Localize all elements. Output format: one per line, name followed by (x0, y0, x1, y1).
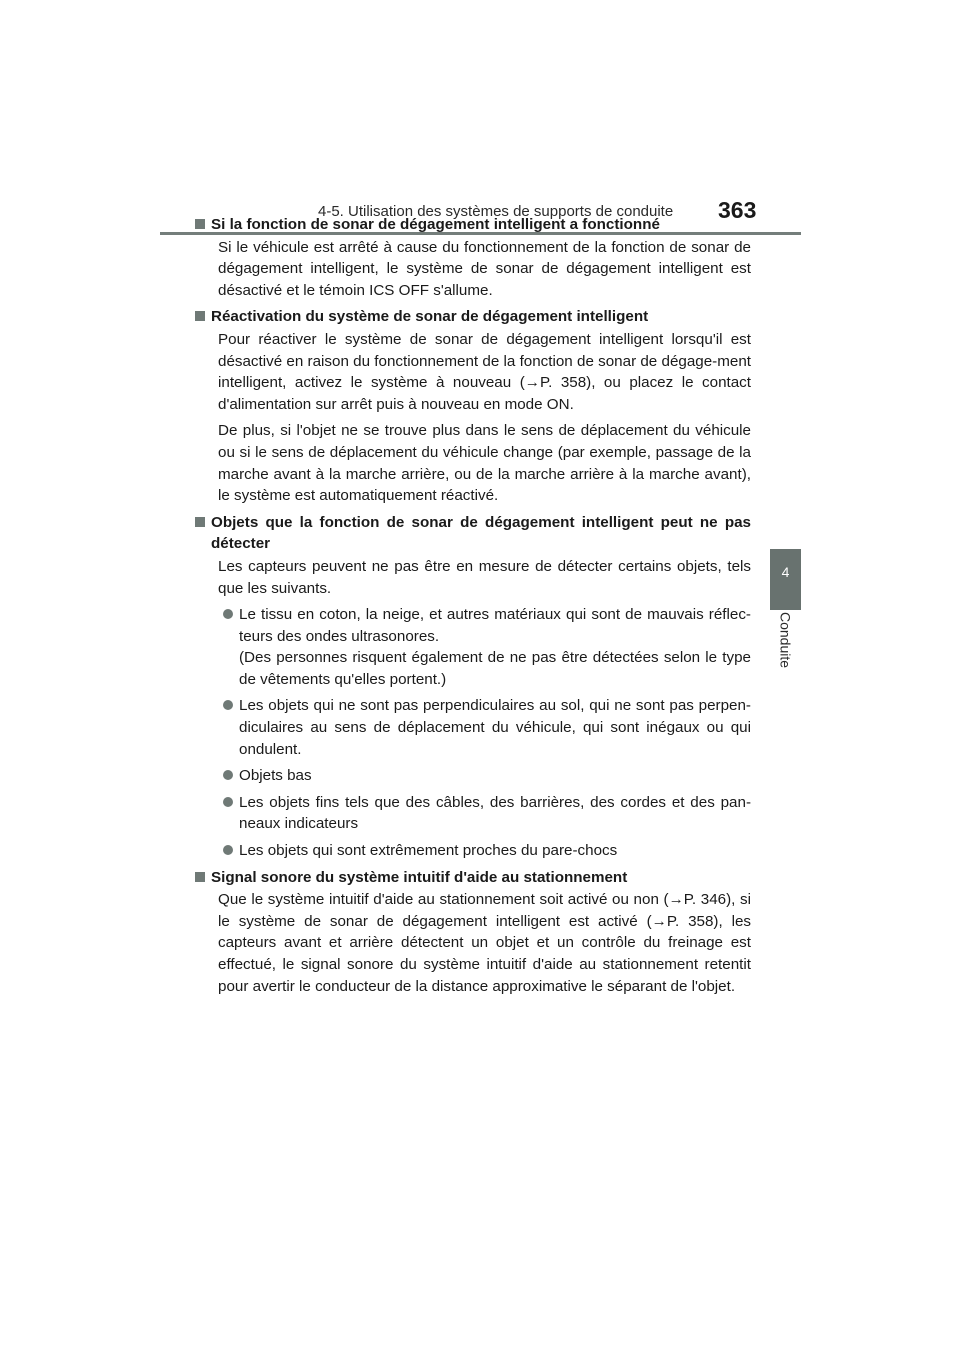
list-item-text: Objets bas (239, 767, 312, 785)
square-bullet-icon (195, 311, 205, 321)
round-bullet-icon (223, 700, 233, 710)
list-item (239, 840, 751, 862)
section-sonar-activated (211, 214, 751, 301)
list-item (239, 695, 751, 760)
list-item-text: Le tissu en coton, la neige, et autres matériaux qui sont de mauvais réflec-teurs des ondes ultrasonores. (239, 606, 751, 645)
page-content (211, 214, 751, 1002)
section-heading-text: Signal sonore du système intuitif d'aide au stationnement (211, 868, 628, 886)
list-item-text: Les objets qui sont extrêmement proches du pare-chocs (239, 842, 618, 860)
list-item (239, 792, 751, 835)
section-heading-text: Objets que la fonction de sonar de dégagement intelligent peut ne pas détecter (211, 513, 751, 553)
list-item (239, 765, 751, 787)
paragraph: Si le véhicule est arrêté à cause du fonctionnement de la fonction de sonar de dégagement intelligent, le système de sonar de dégagement intelligent est désactivé et le témoin ICS OFF s'allume. (218, 238, 751, 299)
square-bullet-icon (195, 219, 205, 229)
list-item (239, 604, 751, 690)
paragraph: De plus, si l'objet ne se trouve plus dans le sens de déplacement du véhicule ou si le sens de déplacement du véhicule change (par exemple, passage de la marche avant à la marche arrière, ou de la marche arrière à la marche avant), le système est automatiquement réactivé. (218, 422, 751, 505)
chapter-label: Conduite (777, 612, 794, 669)
chapter-tab: 4 (770, 549, 801, 610)
square-bullet-icon (195, 872, 205, 882)
paragraph: Les capteurs peuvent ne pas être en mesure de détecter certains objets, tels que les suivants. (218, 557, 751, 597)
round-bullet-icon (223, 609, 233, 619)
section-heading-text: Réactivation du système de sonar de dégagement intelligent (211, 308, 649, 326)
section-reactivation (211, 306, 751, 506)
section-heading-text: Si la fonction de sonar de dégagement intelligent a fonctionné (211, 216, 660, 233)
section-undetected-objects (211, 512, 751, 862)
list-item-text: Les objets qui ne sont pas perpendiculaires au sol, qui ne sont pas perpen-diculaires au sens de déplacement du véhicule, qui sont inégaux ou qui ondulent. (239, 697, 751, 758)
section-heading (211, 867, 751, 889)
page-number: 363 (718, 197, 757, 223)
paragraph: Que le système intuitif d'aide au stationnement soit activé ou non (→P. 346), si le système de sonar de dégagement intelligent est activé (→P. 358), les capteurs avant et arrière détectent un objet et un contrôle du freinage est effectué, le signal sonore du système intuitif d'aide au stationnement retentit pour avertir le conducteur de la distance approximative le séparant de l'objet. (218, 891, 751, 995)
section-title: 4-5. Utilisation des systèmes de supports de conduite (318, 203, 674, 220)
paragraph: Pour réactiver le système de sonar de dégagement intelligent lorsqu'il est désactivé en raison du fonctionnement de la fonction de sonar de dégage-ment intelligent, activez le système à nouveau (→P. 358), ou placez le contact d'alimentation sur arrêt puis à nouveau en mode ON. (218, 330, 751, 413)
round-bullet-icon (223, 770, 233, 780)
section-heading (211, 512, 751, 555)
section-parking-beep (211, 867, 751, 998)
section-heading (211, 214, 751, 236)
round-bullet-icon (223, 845, 233, 855)
round-bullet-icon (223, 797, 233, 807)
section-heading (211, 306, 751, 328)
square-bullet-icon (195, 517, 205, 527)
list-item-note: (Des personnes risquent également de ne pas être détectées selon le type de vêtements qu'elles portent.) (239, 649, 751, 688)
list-item-text: Les objets fins tels que des câbles, des barrières, des cordes et des pan-neaux indicateurs (239, 793, 751, 833)
